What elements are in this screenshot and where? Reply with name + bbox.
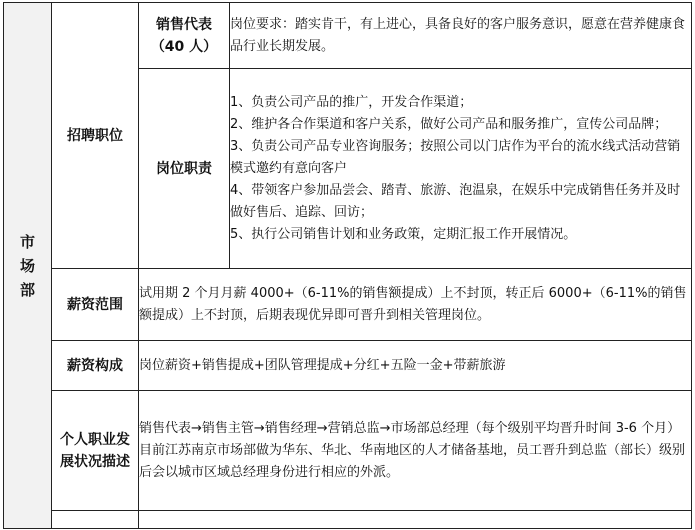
duties-label: 岗位职责 bbox=[139, 69, 230, 269]
duty-item: 1、负责公司产品的推广，开发合作渠道； bbox=[230, 94, 473, 110]
position-count: （40 人） bbox=[150, 38, 218, 55]
salary-range-label: 薪资范围 bbox=[52, 269, 139, 341]
recruit-label: 招聘职位 bbox=[52, 3, 139, 269]
duty-item: 4、带领客户参加品尝会、踏青、旅游、泡温泉，在娱乐中完成销售任务并及时做好售后、追踪、回访； bbox=[230, 182, 681, 220]
empty-cell bbox=[139, 511, 692, 529]
salary-structure-label: 薪资构成 bbox=[52, 341, 139, 391]
duty-item: 2、维护各合作渠道和客户关系，做好公司产品和服务推广，宣传公司品牌； bbox=[230, 116, 668, 132]
department-cell bbox=[4, 3, 52, 529]
position-name: 销售代表 bbox=[156, 16, 212, 33]
career-description bbox=[139, 391, 692, 511]
position-name-cell bbox=[139, 3, 230, 69]
career-label-line: 个人职业发 bbox=[60, 431, 130, 448]
career-note: 目前江苏南京市场部做为华东、华北、华南地区的人才储备基地，员工晋升到总监（部长）级别后会以城市区域总经理身份进行相应的外派。 bbox=[139, 442, 686, 480]
duty-item: 5、执行公司销售计划和业务政策，定期汇报工作开展情况。 bbox=[230, 226, 577, 242]
department-char: 市 bbox=[19, 232, 35, 251]
department-char: 场 bbox=[19, 256, 35, 275]
duty-item: 3、负责公司产品专业咨询服务；按照公司以门店作为平台的流水线式活动营销模式邀约有意向客户 bbox=[230, 138, 681, 176]
recruitment-table bbox=[3, 2, 692, 529]
salary-structure-text: 岗位薪资+销售提成+团队管理提成+分红+五险一金+带薪旅游 bbox=[139, 341, 692, 391]
duties-list bbox=[230, 69, 692, 269]
career-label bbox=[52, 391, 139, 511]
career-path: 销售代表→销售主管→销售经理→营销总监→市场部总经理（每个级别平均晋升时间 3-6 个月） bbox=[139, 420, 681, 436]
position-requirement: 岗位要求：踏实肯干，有上进心，具备良好的客户服务意识，愿意在营养健康食品行业长期发展。 bbox=[230, 3, 692, 69]
career-label-line: 展状况描述 bbox=[60, 453, 130, 470]
empty-cell bbox=[52, 511, 139, 529]
department-char: 部 bbox=[19, 280, 35, 299]
salary-range-text: 试用期 2 个月月薪 4000+（6-11%的销售额提成）上不封顶，转正后 6000+（6-11%的销售额提成）上不封顶，后期表现优异即可晋升到相关管理岗位。 bbox=[139, 269, 692, 341]
